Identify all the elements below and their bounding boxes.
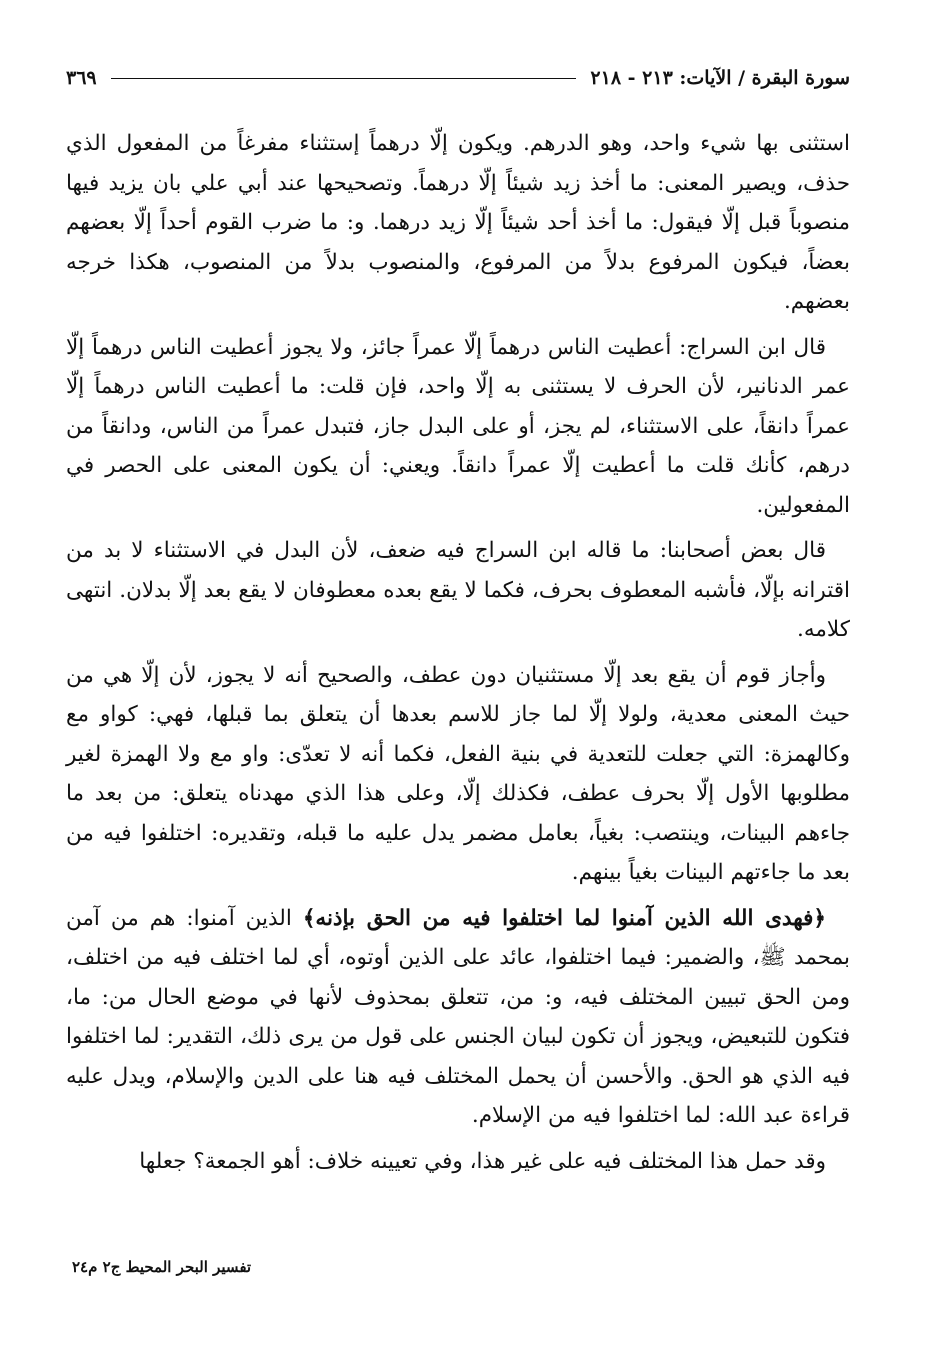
paragraph bbox=[66, 124, 850, 322]
paragraph-text: قال بعض أصحابنا: ما قاله ابن السراج فيه ضعف، لأن البدل في الاستثناء لا بد من اقترانه بإلّا، فأشبه المعطوف بحرف، فكما لا يقع بعده معطوفان لا يقع بعد إلّا بدلان. انتهى كلامه. bbox=[66, 538, 850, 642]
paragraph-text: الذين آمنوا: هم من آمن بمحمد ﷺ، والضمير: فيما اختلفوا، عائد على الذين أوتوه، أي لما اختلف فيه من اختلف، ومن الحق تبيين المختلف فيه، و: من، تتعلق بمحذوف لأنها في موضع الحال من: ما، فتكون للتبعيض، ويجوز أن تكون لبيان الجنس على قول من يرى ذلك، التقدير: لما اختلفوا فيه الذي هو الحق. والأحسن أن يحمل المختلف فيه هنا على الدين والإسلام، ويدل عليه قراءة عبد الله: لما اختلفوا فيه من الإسلام. bbox=[66, 905, 850, 1128]
quran-verse: ﴿فهدى الله الذين آمنوا لما اختلفوا فيه من الحق بإذنه﴾ bbox=[302, 905, 826, 931]
surah-title: سورة البقرة / الآيات: ٢١٣ - ٢١٨ bbox=[590, 67, 850, 89]
body-text bbox=[66, 124, 850, 1181]
paragraph bbox=[66, 656, 850, 893]
paragraph-text: استثنى بها شيء واحد، وهو الدرهم. ويكون إلّا درهماً إستثناء مفرغاً من المفعول الذي حذف، ويصير المعنى: ما أخذ زيد شيئاً إلّا درهماً. وتصحيحها عند أبي علي بان يزيد فيها منصوباً قبل إلّا فيقول: ما أخذ أحد شيئاً إلّا زيد درهما. و: ما ضرب القوم أحداً إلّا بعضهم بعضاً، فيكون المرفوع بدلاً من المرفوع، والمنصوب بدلاً من المنصوب، هكذا خرجه بعضهم. bbox=[66, 131, 850, 314]
paragraph bbox=[66, 1142, 850, 1182]
paragraph-text: وقد حمل هذا المختلف فيه على غير هذا، وفي تعيينه خلاف: أهو الجمعة؟ جعلها bbox=[139, 1148, 826, 1174]
paragraph-text: قال ابن السراج: أعطيت الناس درهماً إلّا عمراً جائز، ولا يجوز أعطيت الناس درهماً إلّا عمر الدنانير، لأن الحرف لا يستثنى به إلّا واحد، فإن قلت: ما أعطيت الناس درهماً إلّا عمراً دانقاً، على الاستثناء، لم يجز، أو على البدل جاز، فتبدل عمراً من الناس، ودانقاً من درهم، كأنك قلت ما أعطيت إلّا عمراً دانقاً. ويعني: أن يكون المعنى على الحصر في المفعولين. bbox=[66, 334, 850, 518]
paragraph bbox=[66, 531, 850, 650]
document-page bbox=[66, 60, 850, 1187]
running-header bbox=[66, 60, 850, 96]
page-number: ٣٦٩ bbox=[66, 67, 97, 89]
paragraph-text: وأجاز قوم أن يقع بعد إلّا مستثنيان دون عطف، والصحيح أنه لا يجوز، لأن إلّا هي من حيث المعنى معدية، ولولا إلّا لما جاز للاسم بعدها أن يتعلق بما قبلها، فهي: كواو مع وكالهمزة: التي جعلت للتعدية في بنية الفعل، فكما أنه لا تعدّى: واو مع ولا الهمزة لغير مطلوبها الأول إلّا بحرف عطف، فكذلك إلّا، وعلى هذا الذي مهدناه يتعلق: من بعد ما جاءهم البينات، وينتصب: بغياً، بعامل مضمر يدل عليه ما قبله، وتقديره: اختلفوا فيه من بعد ما جاءتهم البينات بغياً بينهم. bbox=[66, 662, 850, 885]
footer-signature: تفسير البحر المحيط ج٢ م٢٤ bbox=[72, 1258, 252, 1276]
paragraph bbox=[66, 899, 850, 1136]
paragraph bbox=[66, 328, 850, 526]
header-rule bbox=[111, 78, 577, 79]
